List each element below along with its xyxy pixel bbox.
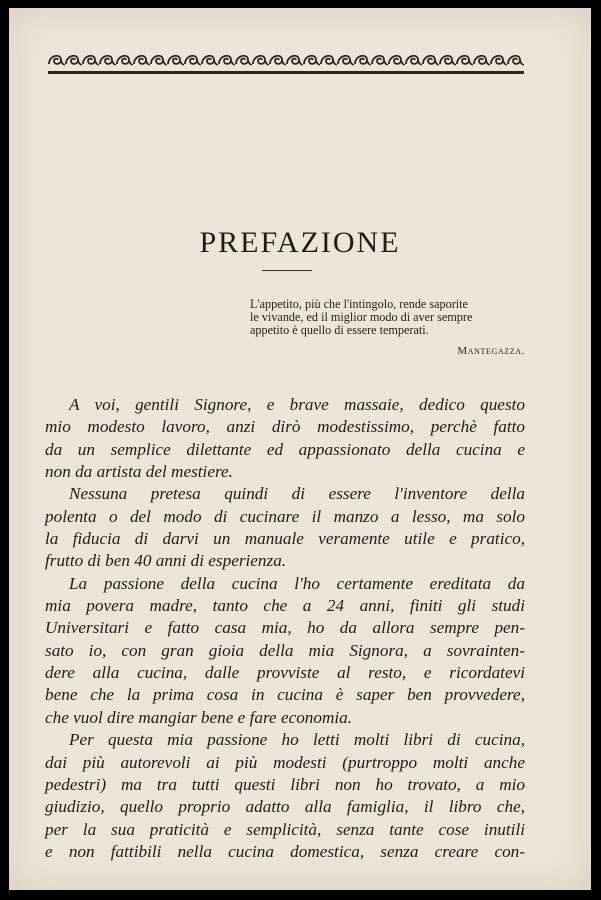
- body-line: bene che la prima cosa in cucina è saper ben provvedere,: [45, 685, 525, 705]
- title-divider: [262, 270, 312, 271]
- epigraph: [250, 298, 525, 337]
- body-line: La passione della cucina l'ho certamente ereditata da: [69, 573, 525, 593]
- body-line: che vuol dire mangiar bene e fare economia.: [45, 707, 353, 727]
- body-line: giudizio, quello proprio adatto alla famiglia, il libro che,: [45, 797, 525, 817]
- page-title: PREFAZIONE: [199, 226, 401, 259]
- body-line: non da artista del mestiere.: [45, 462, 233, 482]
- body-line: dai più autorevoli ai più modesti (purtroppo molti anche: [45, 752, 525, 772]
- epigraph-author: Mantegazza.: [457, 345, 525, 357]
- epigraph-line: le vivande, ed il miglior modo di aver sempre: [250, 310, 473, 324]
- body-line: mio modesto lavoro, anzi dirò modestissimo, perchè fatto: [45, 417, 525, 437]
- greek-wave-ornament: [48, 51, 524, 69]
- body-line: pedestri) ma tra tutti questi libri non ho trovato, a mio: [45, 774, 525, 794]
- body-line: Universitari e fatto casa mia, ho da allora sempre pen-: [45, 618, 525, 638]
- body-line: frutto di ben 40 anni di esperienza.: [45, 551, 287, 571]
- body-line: Nessuna pretesa quindi di essere l'inventore della: [69, 484, 525, 504]
- book-page: [9, 8, 591, 890]
- body-line: per la sua praticità e semplicità, senza tante cose inutili: [45, 819, 525, 839]
- body-line: A voi, gentili Signore, e brave massaie, dedico questo: [69, 395, 525, 414]
- body-text: [45, 394, 525, 863]
- body-line: polenta o del modo di cucinare il manzo a lesso, ma solo: [45, 506, 525, 526]
- ornament-rule: [48, 71, 524, 74]
- body-line: dere alla cucina, dalle provviste al resto, e ricordatevi: [45, 663, 525, 683]
- body-line: mia povera madre, tanto che a 24 anni, finiti gli studi: [45, 596, 525, 616]
- body-line: la fiducia di darvi un manuale veramente utile e pratico,: [45, 529, 525, 549]
- body-line: Per questa mia passione ho letti molti libri di cucina,: [69, 730, 525, 750]
- body-line: da un semplice dilettante ed appassionato della cucina e: [45, 439, 525, 459]
- epigraph-line: appetito è quello di essere temperati.: [250, 323, 429, 337]
- epigraph-line: L'appetito, più che l'intingolo, rende saporite: [250, 297, 468, 311]
- body-line: sato io, con gran gioia della mia Signora, a sovrainten-: [45, 640, 525, 660]
- body-line: e non fattibili nella cucina domestica, senza creare con-: [45, 841, 525, 861]
